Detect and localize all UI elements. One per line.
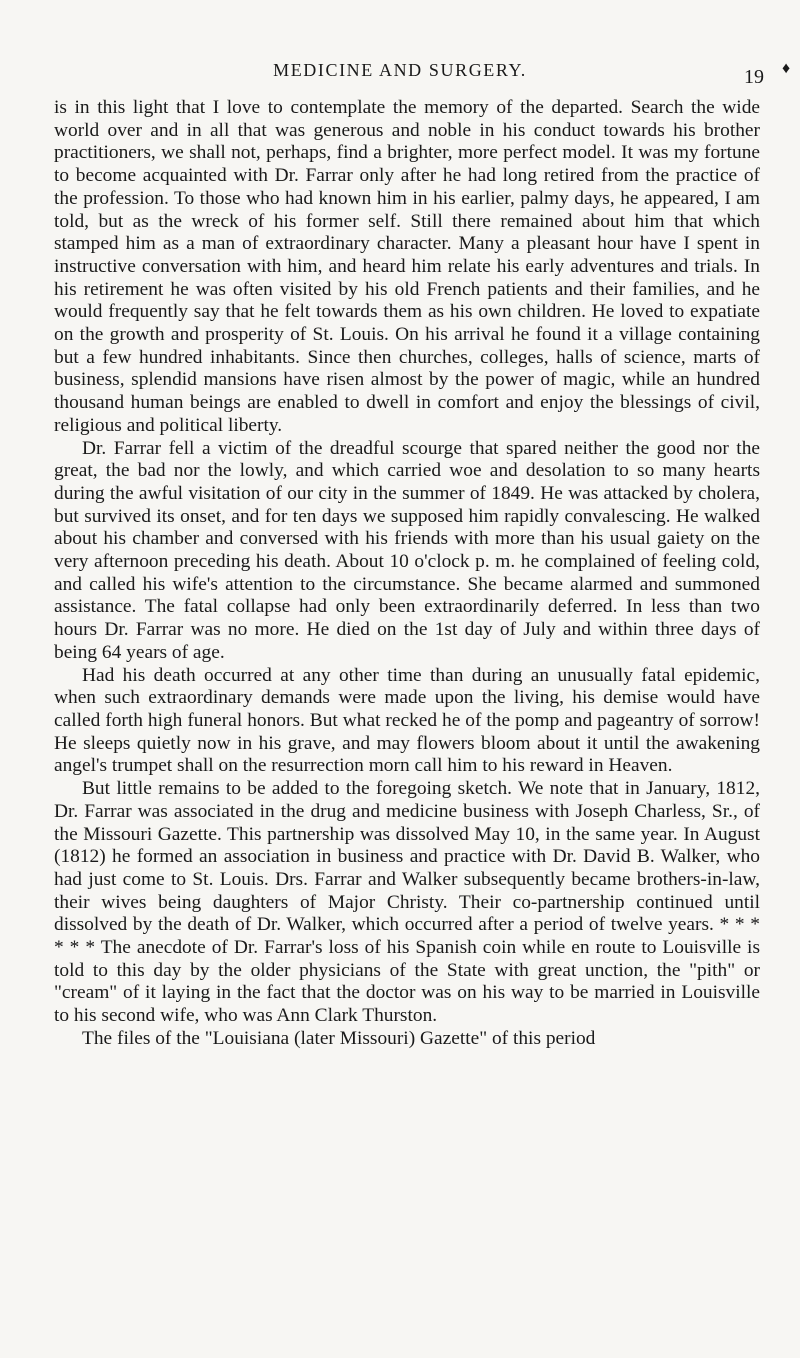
paragraph-continuation: is in this light that I love to contemplate the memory of the departed. Search the wide world over and in all that was generous and noble in his conduct towards his brother practitioners, we shall not, perhaps, find a brighter, more perfect model. It was my fortune to become acquainted with Dr. Farrar only after he had long retired from the practice of the profession. To those who had known him in his earlier, palmy days, he appeared, I am told, but as the wreck of his former self. Still there remained about him that which stamped him as a man of extraordinary character. Many a pleasant hour have I spent in instructive conversation with him, and heard him relate his early adventures and trials. In his retirement he was often visited by his old French patients and their families, and he would frequently say that he felt towards them as his own children. He loved to expatiate on the growth and prosperity of St. Louis. On his arrival he found it a village containing but a few hundred inhabitants. Since then churches, colleges, halls of science, marts of business, splendid mansions have risen almost by the power of magic, while an hundred thousand human beings are enabled to dwell in comfort and enjoy the blessings of civil, religious and political liberty. [54, 97, 760, 436]
corner-mark: ♦ [782, 60, 791, 77]
paragraph-gazette: The files of the "Louisiana (later Missouri) Gazette" of this period [82, 1027, 596, 1049]
paragraph-funeral: Had his death occurred at any other time than during an unusually fatal epidemic, when such extraordinary demands were made upon the living, his demise would have called forth high funeral honors. But what recked he of the pomp and pageantry of sorrow! He sleeps quietly now in his grave, and may flowers bloom about it until the awakening angel's trumpet shall on the resurrection morn call him to his reward in Heaven. [54, 664, 760, 777]
paragraph-partnerships: But little remains to be added to the foregoing sketch. We note that in January, 1812, Dr. Farrar was associated in the drug and medicine business with Joseph Charless, Sr., of the Missouri Gazette. This partnership was dissolved May 10, in the same year. In August (1812) he formed an association in business and practice with Dr. David B. Walker, who had just come to St. Louis. Drs. Farrar and Walker subsequently became brothers-in-law, their wives being daughters of Major Christy. Their co-partnership continued until dissolved by the death of Dr. Walker, which occurred after a period of twelve years. * * * * * * The anecdote of Dr. Farrar's loss of his Spanish coin while en route to Louisville is told to this day by the older physicians of the State with great unction, the "pith" or "cream" of it laying in the fact that the doctor was on his way to be married in Louisville to his second wife, who was Ann Clark Thurston. [54, 778, 760, 1027]
running-title: MEDICINE AND SURGERY. [273, 60, 527, 80]
body-text [54, 97, 760, 1051]
page-number: 19 [744, 66, 764, 88]
paragraph-death: Dr. Farrar fell a victim of the dreadful scourge that spared neither the good nor the great, the bad nor the lowly, and which carried woe and desolation to so many hearts during the awful visitation of our city in the summer of 1849. He was attacked by cholera, but survived its onset, and for ten days we supposed him rapidly convalescing. He walked about his chamber and conversed with his friends with more than his usual gaiety on the very afternoon preceding his death. About 10 o'clock p. m. he complained of feeling cold, and called his wife's attention to the circumstance. She became alarmed and summoned assistance. The fatal collapse had only been extraordinarily deferred. In less than two hours Dr. Farrar was no more. He died on the 1st day of July and within three days of being 64 years of age. [54, 437, 760, 663]
